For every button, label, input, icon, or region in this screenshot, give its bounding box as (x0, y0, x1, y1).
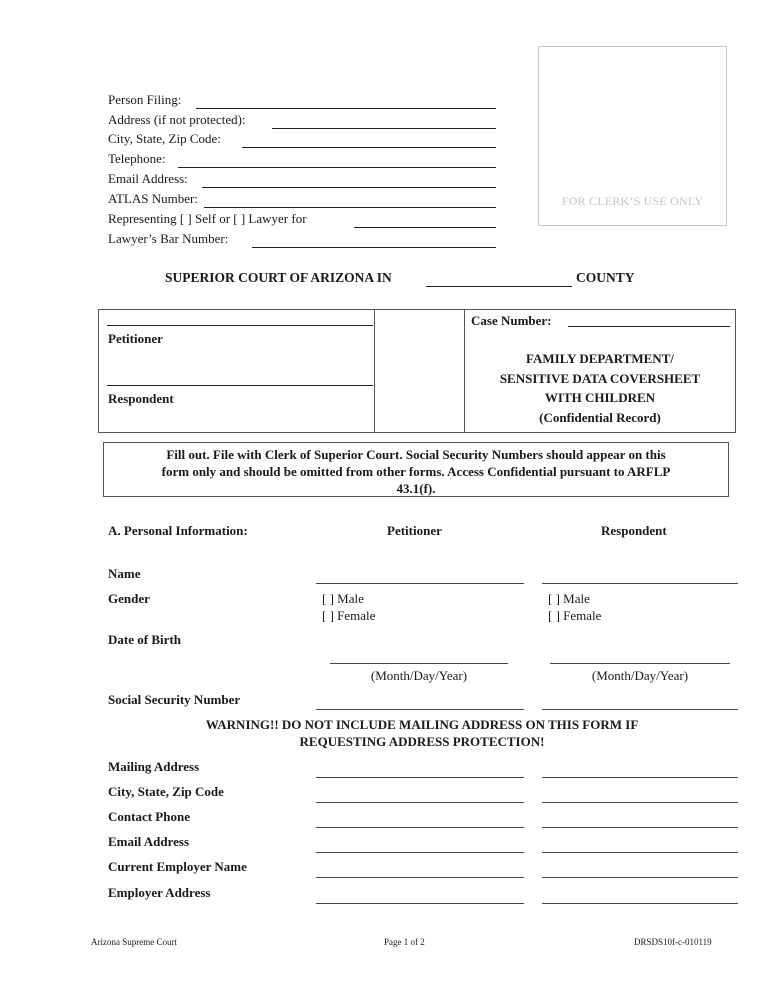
address-warning (108, 716, 736, 750)
address-line[interactable] (272, 128, 496, 129)
respondent-female-checkbox[interactable]: [ ] Female (548, 608, 602, 623)
gender-label: Gender (108, 591, 150, 606)
person-filing-label: Person Filing: (108, 92, 182, 107)
bar-number-line[interactable] (252, 247, 496, 248)
city-state-zip-label-a: City, State, Zip Code (108, 784, 224, 799)
city-state-zip-line[interactable] (242, 147, 496, 148)
representing-row (108, 211, 496, 231)
person-filing-row (108, 92, 496, 112)
petitioner-label: Petitioner (108, 331, 163, 346)
petitioner-mailing-line[interactable] (316, 777, 524, 778)
respondent-line[interactable] (107, 385, 373, 386)
person-filing-line[interactable] (196, 108, 496, 109)
email-label: Email Address: (108, 171, 188, 186)
city-state-zip-label: City, State, Zip Code: (108, 131, 221, 146)
petitioner-dob-hint: (Month/Day/Year) (370, 668, 468, 683)
petitioner-dob-line[interactable] (330, 663, 508, 664)
address-label: Address (if not protected): (108, 112, 246, 127)
warning-line: REQUESTING ADDRESS PROTECTION! (299, 734, 545, 749)
petitioner-ssn-line[interactable] (316, 709, 524, 710)
warning-line: WARNING!! DO NOT INCLUDE MAILING ADDRESS ON THIS FORM IF (205, 717, 639, 732)
form-title-line: (Confidential Record) (539, 409, 661, 425)
county-line[interactable] (426, 286, 572, 287)
case-number-line[interactable] (568, 326, 730, 327)
atlas-row (108, 191, 496, 211)
respondent-dob-hint: (Month/Day/Year) (591, 668, 689, 683)
address-row (108, 112, 496, 132)
atlas-line[interactable] (204, 207, 496, 208)
telephone-label: Telephone: (108, 151, 166, 166)
email-address-label-a: Email Address (108, 834, 190, 849)
footer-form-code: DRSDS10f-c-010119 (634, 937, 712, 947)
notice-line: 43.1(f). (396, 481, 436, 496)
dob-label: Date of Birth (108, 632, 181, 647)
petitioner-line[interactable] (107, 325, 373, 326)
contact-phone-label: Contact Phone (108, 809, 190, 824)
respondent-name-line[interactable] (542, 583, 738, 584)
bar-number-row (108, 231, 496, 251)
form-title (465, 349, 735, 427)
respondent-employer-address-line[interactable] (542, 903, 738, 904)
respondent-mailing-line[interactable] (542, 777, 738, 778)
respondent-dob-line[interactable] (550, 663, 730, 664)
notice-line: Fill out. File with Clerk of Superior Court. Social Security Numbers should appear on this (166, 447, 666, 462)
telephone-line[interactable] (178, 167, 496, 168)
petitioner-employer-address-line[interactable] (316, 903, 524, 904)
respondent-phone-line[interactable] (542, 827, 738, 828)
table-divider (374, 310, 375, 432)
respondent-city-line[interactable] (542, 802, 738, 803)
section-a-heading: A. Personal Information: (108, 523, 248, 538)
case-number-label: Case Number: (471, 313, 552, 328)
case-caption-table (98, 309, 736, 433)
form-title-line: WITH CHILDREN (544, 390, 656, 405)
respondent-male-checkbox[interactable]: [ ] Male (548, 591, 590, 606)
footer-left: Arizona Supreme Court (91, 937, 177, 947)
petitioner-employer-line[interactable] (316, 877, 524, 878)
employer-name-label: Current Employer Name (108, 859, 247, 874)
instructions-notice (103, 442, 729, 497)
respondent-ssn-line[interactable] (542, 709, 738, 710)
respondent-label: Respondent (108, 391, 174, 406)
petitioner-phone-line[interactable] (316, 827, 524, 828)
representing-label: Representing [ ] Self or [ ] Lawyer for (108, 211, 307, 226)
petitioner-city-line[interactable] (316, 802, 524, 803)
representing-line[interactable] (354, 227, 496, 228)
ssn-label: Social Security Number (108, 692, 241, 707)
employer-address-label: Employer Address (108, 885, 211, 900)
col-respondent-heading: Respondent (601, 523, 667, 538)
mailing-address-label: Mailing Address (108, 759, 200, 774)
petitioner-male-checkbox[interactable]: [ ] Male (322, 591, 364, 606)
petitioner-email-line[interactable] (316, 852, 524, 853)
court-heading-right: COUNTY (576, 270, 635, 285)
name-label: Name (108, 566, 141, 581)
petitioner-female-checkbox[interactable]: [ ] Female (322, 608, 376, 623)
email-line[interactable] (202, 187, 496, 188)
clerk-use-box (538, 46, 727, 226)
email-row (108, 171, 496, 191)
clerk-use-label: FOR CLERK’S USE ONLY (561, 194, 704, 208)
city-state-zip-row (108, 131, 496, 151)
respondent-employer-line[interactable] (542, 877, 738, 878)
form-title-line: SENSITIVE DATA COVERSHEET (499, 370, 701, 386)
atlas-label: ATLAS Number: (108, 191, 198, 206)
col-petitioner-heading: Petitioner (387, 523, 442, 538)
respondent-email-line[interactable] (542, 852, 738, 853)
court-heading-left: SUPERIOR COURT OF ARIZONA IN (165, 270, 392, 285)
petitioner-name-line[interactable] (316, 583, 524, 584)
form-title-line: FAMILY DEPARTMENT/ (526, 351, 674, 366)
footer-page-number: Page 1 of 2 (384, 937, 425, 947)
notice-line: form only and should be omitted from other forms. Access Confidential pursuant to ARFLP (161, 464, 671, 479)
telephone-row (108, 151, 496, 171)
bar-number-label: Lawyer’s Bar Number: (108, 231, 229, 246)
